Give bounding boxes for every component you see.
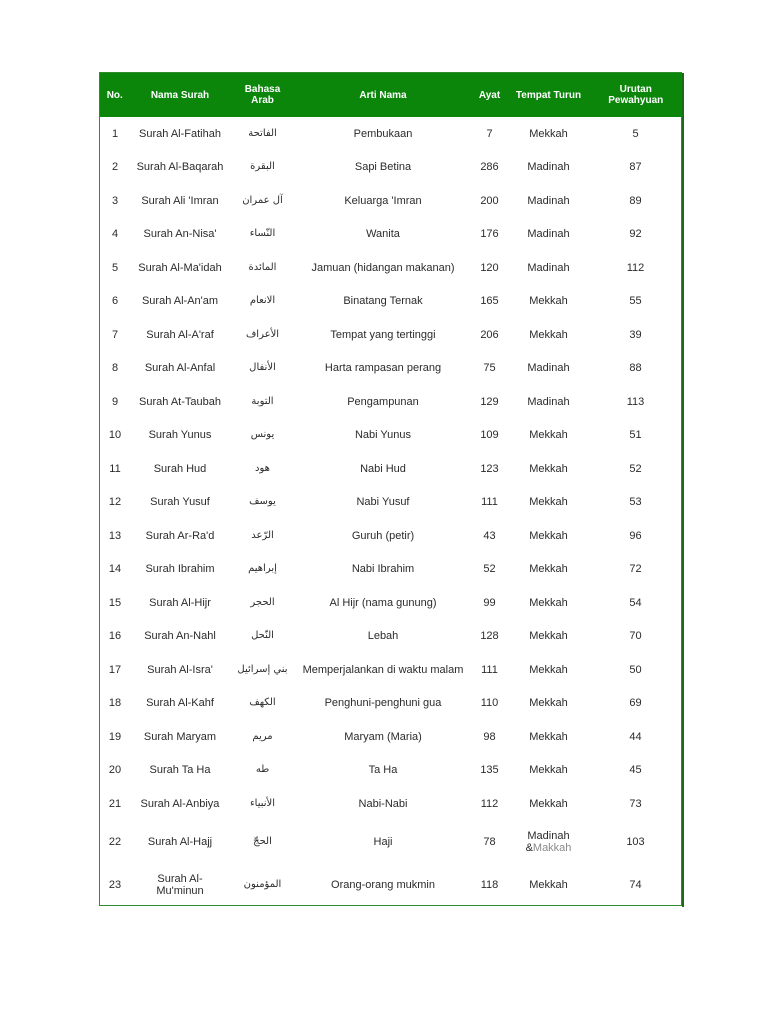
tempat-secondary-label: Makkah [532, 842, 572, 854]
cell-tempat-turun: Madinah [527, 362, 570, 375]
cell-arti-nama: Binatang Ternak [343, 295, 423, 308]
cell-no: 20 [108, 764, 122, 777]
cell-ayat: 128 [480, 630, 499, 643]
table-row [100, 352, 683, 386]
cell-tempat-turun: Mekkah [529, 328, 568, 341]
table-row [100, 218, 683, 252]
cell-bahasa-arab: الكهف [249, 697, 276, 709]
cell-nama-surah: Surah Al-Anbiya [140, 797, 220, 810]
cell-no: 9 [111, 395, 119, 408]
cell-urutan-pewahyuan: 45 [589, 754, 683, 788]
cell-arti-nama: Ta Ha [368, 764, 398, 777]
cell-tempat-turun: Mekkah [529, 596, 568, 609]
table-row [100, 687, 683, 721]
table-row [100, 754, 683, 788]
cell-nama-surah: Surah Yunus [148, 429, 212, 442]
tempat-secondary [509, 842, 588, 854]
cell-arti-nama: Pengampunan [347, 395, 419, 408]
cell-urutan-pewahyuan: 5 [589, 117, 683, 151]
cell-bahasa-arab: مريم [252, 730, 273, 742]
cell-bahasa-arab: بني إسرائيل [237, 663, 288, 675]
cell-arti-nama: Nabi-Nabi [358, 797, 408, 810]
cell-tempat-turun: Madinah [527, 194, 570, 207]
cell-ayat: 111 [481, 663, 498, 676]
table-row [100, 151, 683, 185]
table-row [100, 419, 683, 453]
cell-bahasa-arab: الرّعد [251, 529, 274, 541]
cell-no: 8 [111, 362, 119, 375]
cell-nama-surah: Surah An-Nahl [144, 630, 216, 643]
cell-no: 2 [111, 161, 119, 174]
header-tempat-turun: Tempat Turun [508, 73, 589, 117]
header-row [100, 73, 683, 117]
table-row [100, 251, 683, 285]
cell-bahasa-arab: يوسف [249, 496, 276, 508]
cell-ayat: 109 [480, 429, 499, 442]
cell-ayat: 43 [483, 529, 496, 542]
tempat-secondary-prefix: & [525, 842, 533, 854]
cell-arti-nama: Maryam (Maria) [344, 730, 422, 743]
cell-urutan-pewahyuan: 74 [589, 864, 683, 907]
cell-tempat-turun: Mekkah [529, 462, 568, 475]
cell-ayat: 78 [483, 836, 496, 848]
cell-bahasa-arab: يونس [250, 429, 275, 441]
cell-no: 23 [108, 879, 122, 891]
cell-bahasa-arab: الأنبياء [249, 797, 276, 809]
cell-urutan-pewahyuan: 72 [589, 553, 683, 587]
cell-ayat: 200 [480, 194, 499, 207]
table-row [100, 184, 683, 218]
cell-bahasa-arab: الانعام [249, 295, 276, 307]
cell-urutan-pewahyuan: 50 [589, 653, 683, 687]
cell-no: 11 [109, 462, 121, 475]
cell-arti-nama: Jamuan (hidangan makanan) [311, 261, 455, 274]
cell-tempat-turun: Mekkah [529, 295, 568, 308]
cell-tempat-turun: Mekkah [529, 697, 568, 710]
cell-arti-nama: Haji [373, 836, 393, 848]
cell-tempat-turun: Mekkah [529, 496, 568, 509]
table-row [100, 285, 683, 319]
cell-ayat: 111 [481, 496, 498, 509]
cell-no: 17 [108, 663, 122, 676]
cell-arti-nama: Wanita [366, 228, 400, 241]
cell-arti-nama: Nabi Yusuf [356, 496, 410, 509]
cell-no: 7 [111, 328, 119, 341]
cell-arti-nama: Keluarga 'Imran [344, 194, 422, 207]
cell-arti-nama: Lebah [367, 630, 399, 643]
cell-urutan-pewahyuan: 69 [589, 687, 683, 721]
table-row [100, 553, 683, 587]
cell-tempat-turun: Madinah [527, 261, 570, 274]
cell-nama-surah: Surah Al-An'am [141, 295, 219, 308]
cell-ayat: 7 [486, 127, 493, 140]
cell-no: 19 [108, 730, 122, 743]
cell-no: 12 [108, 496, 122, 509]
cell-urutan-pewahyuan: 70 [589, 620, 683, 654]
cell-ayat: 286 [480, 161, 499, 174]
cell-nama-surah: Surah Al-Kahf [146, 697, 214, 710]
cell-urutan-pewahyuan: 87 [589, 151, 683, 185]
cell-arti-nama: Nabi Hud [360, 462, 406, 475]
tempat-primary: Madinah [527, 830, 570, 842]
cell-no: 6 [111, 295, 119, 308]
cell-nama-surah: Surah Ibrahim [145, 563, 215, 576]
table-row [100, 385, 683, 419]
cell-arti-nama: Nabi Yunus [354, 429, 412, 442]
cell-tempat-turun: Mekkah [529, 730, 568, 743]
cell-nama-surah: Surah Al-Baqarah [136, 161, 224, 174]
table-row [100, 318, 683, 352]
table-row [100, 653, 683, 687]
cell-urutan-pewahyuan: 54 [589, 586, 683, 620]
cell-arti-nama: Tempat yang tertinggi [330, 328, 436, 341]
cell-nama-surah: Surah Hud [153, 462, 207, 475]
cell-no: 10 [108, 429, 122, 442]
cell-tempat-turun: Mekkah [529, 663, 568, 676]
cell-arti-nama: Guruh (petir) [351, 529, 415, 542]
cell-arti-nama: Harta rampasan perang [324, 362, 442, 375]
cell-nama-surah: Surah Ar-Ra'd [145, 529, 215, 542]
cell-tempat-turun: Mekkah [529, 529, 568, 542]
cell-urutan-pewahyuan: 89 [589, 184, 683, 218]
cell-arti-nama: Al Hijr (nama gunung) [329, 596, 437, 609]
cell-tempat-turun [508, 821, 589, 864]
cell-ayat: 52 [483, 563, 496, 576]
cell-arti-nama: Pembukaan [353, 127, 413, 140]
table-row [100, 452, 683, 486]
cell-nama-surah: Surah An-Nisa' [143, 228, 217, 241]
cell-bahasa-arab: الفاتحة [248, 127, 277, 139]
cell-ayat: 98 [483, 730, 496, 743]
cell-no: 13 [108, 529, 122, 542]
cell-bahasa-arab: المؤمنون [243, 879, 282, 890]
cell-no: 14 [108, 563, 122, 576]
cell-ayat: 135 [480, 764, 499, 777]
cell-nama-surah: Surah Al-Hajj [147, 836, 213, 848]
cell-urutan-pewahyuan: 92 [589, 218, 683, 252]
header-ayat: Ayat [471, 73, 508, 117]
table-row [100, 620, 683, 654]
cell-urutan-pewahyuan: 51 [589, 419, 683, 453]
table-row [100, 720, 683, 754]
table-body [100, 117, 683, 907]
header-bahasa-arab: Bahasa Arab [230, 73, 295, 117]
cell-no: 16 [108, 630, 122, 643]
cell-no: 21 [108, 797, 122, 810]
cell-arti-nama: Nabi Ibrahim [351, 563, 415, 576]
cell-nama-surah: Surah Ali 'Imran [141, 194, 219, 207]
cell-nama-surah: Surah Al-Isra' [147, 663, 213, 676]
table-row [100, 787, 683, 821]
cell-arti-nama: Sapi Betina [354, 161, 412, 174]
cell-ayat: 110 [480, 697, 499, 710]
cell-bahasa-arab: طه [255, 764, 270, 776]
cell-bahasa-arab: آل عمران [242, 194, 283, 206]
cell-urutan-pewahyuan: 52 [589, 452, 683, 486]
cell-bahasa-arab: النّحل [251, 630, 274, 642]
cell-nama-surah: Surah At-Taubah [139, 395, 221, 408]
cell-no: 3 [111, 194, 119, 207]
cell-arti-nama: Memperjalankan di waktu malam [302, 663, 464, 676]
cell-ayat: 206 [480, 328, 499, 341]
cell-ayat: 165 [480, 295, 499, 308]
header-no: No. [100, 73, 130, 117]
table-row [100, 117, 683, 151]
cell-bahasa-arab: الحجر [250, 596, 275, 608]
header-arti-nama: Arti Nama [295, 73, 471, 117]
cell-nama-surah: Surah Al-Anfal [144, 362, 216, 375]
cell-tempat-turun: Mekkah [529, 630, 568, 643]
cell-ayat: 75 [483, 362, 496, 375]
cell-nama-surah: Surah Al-A'raf [146, 328, 214, 341]
cell-arti-nama: Penghuni-penghuni gua [324, 697, 442, 710]
cell-urutan-pewahyuan: 73 [589, 787, 683, 821]
cell-urutan-pewahyuan: 53 [589, 486, 683, 520]
cell-bahasa-arab: الأعراف [245, 328, 280, 340]
cell-ayat: 123 [480, 462, 499, 475]
table-row [100, 519, 683, 553]
table-row [100, 486, 683, 520]
cell-ayat: 176 [480, 228, 499, 241]
cell-tempat-turun: Mekkah [529, 563, 568, 576]
cell-ayat: 112 [480, 797, 499, 810]
cell-bahasa-arab: إبراهيم [248, 563, 277, 575]
cell-nama-surah: Surah Al-Ma'idah [138, 261, 222, 274]
cell-tempat-turun: Mekkah [529, 879, 568, 891]
cell-no: 22 [108, 836, 122, 848]
cell-urutan-pewahyuan: 103 [589, 821, 683, 864]
cell-urutan-pewahyuan: 113 [589, 385, 683, 419]
cell-urutan-pewahyuan: 112 [589, 251, 683, 285]
cell-bahasa-arab: المائدة [248, 261, 277, 273]
surah-table [100, 73, 684, 907]
cell-tempat-turun: Madinah [527, 395, 570, 408]
cell-urutan-pewahyuan: 44 [589, 720, 683, 754]
cell-nama-surah: Surah Ta Ha [149, 764, 211, 777]
cell-no: 18 [108, 697, 122, 710]
cell-tempat-turun: Mekkah [529, 429, 568, 442]
cell-nama-surah: Surah Al-Fatihah [139, 127, 221, 140]
cell-ayat: 99 [483, 596, 496, 609]
cell-bahasa-arab: الحجّ [253, 836, 272, 847]
cell-tempat-turun: Mekkah [529, 127, 568, 140]
cell-no: 4 [111, 228, 119, 241]
cell-no: 5 [111, 261, 119, 274]
cell-urutan-pewahyuan: 96 [589, 519, 683, 553]
table-row [100, 586, 683, 620]
cell-bahasa-arab: التوبة [251, 395, 274, 407]
cell-nama-surah: Surah Maryam [143, 730, 217, 743]
cell-ayat: 120 [480, 261, 499, 274]
cell-arti-nama: Orang-orang mukmin [331, 879, 435, 891]
cell-bahasa-arab: البقرة [250, 161, 275, 173]
cell-urutan-pewahyuan: 88 [589, 352, 683, 386]
header-nama-surah: Nama Surah [130, 73, 230, 117]
cell-ayat: 118 [480, 879, 499, 891]
cell-urutan-pewahyuan: 55 [589, 285, 683, 319]
cell-no: 15 [108, 596, 122, 609]
cell-nama-surah: Surah Al-Mu'minun [156, 873, 204, 897]
cell-tempat-turun: Mekkah [529, 764, 568, 777]
cell-no: 1 [111, 127, 119, 140]
cell-tempat-turun: Mekkah [529, 797, 568, 810]
cell-bahasa-arab: الأنفال [249, 362, 276, 374]
cell-urutan-pewahyuan: 39 [589, 318, 683, 352]
cell-tempat-turun: Madinah [527, 161, 570, 174]
header-urutan-pewahyuan: Urutan Pewahyuan [589, 73, 683, 117]
cell-nama-surah: Surah Al-Hijr [149, 596, 211, 609]
cell-ayat: 129 [480, 395, 499, 408]
table-header [100, 73, 683, 117]
cell-nama-surah: Surah Yusuf [150, 496, 210, 509]
table-row [100, 821, 683, 864]
table-row [100, 864, 683, 907]
cell-bahasa-arab: هود [255, 462, 270, 474]
cell-tempat-turun: Madinah [527, 228, 570, 241]
cell-bahasa-arab: النّساء [249, 228, 276, 240]
